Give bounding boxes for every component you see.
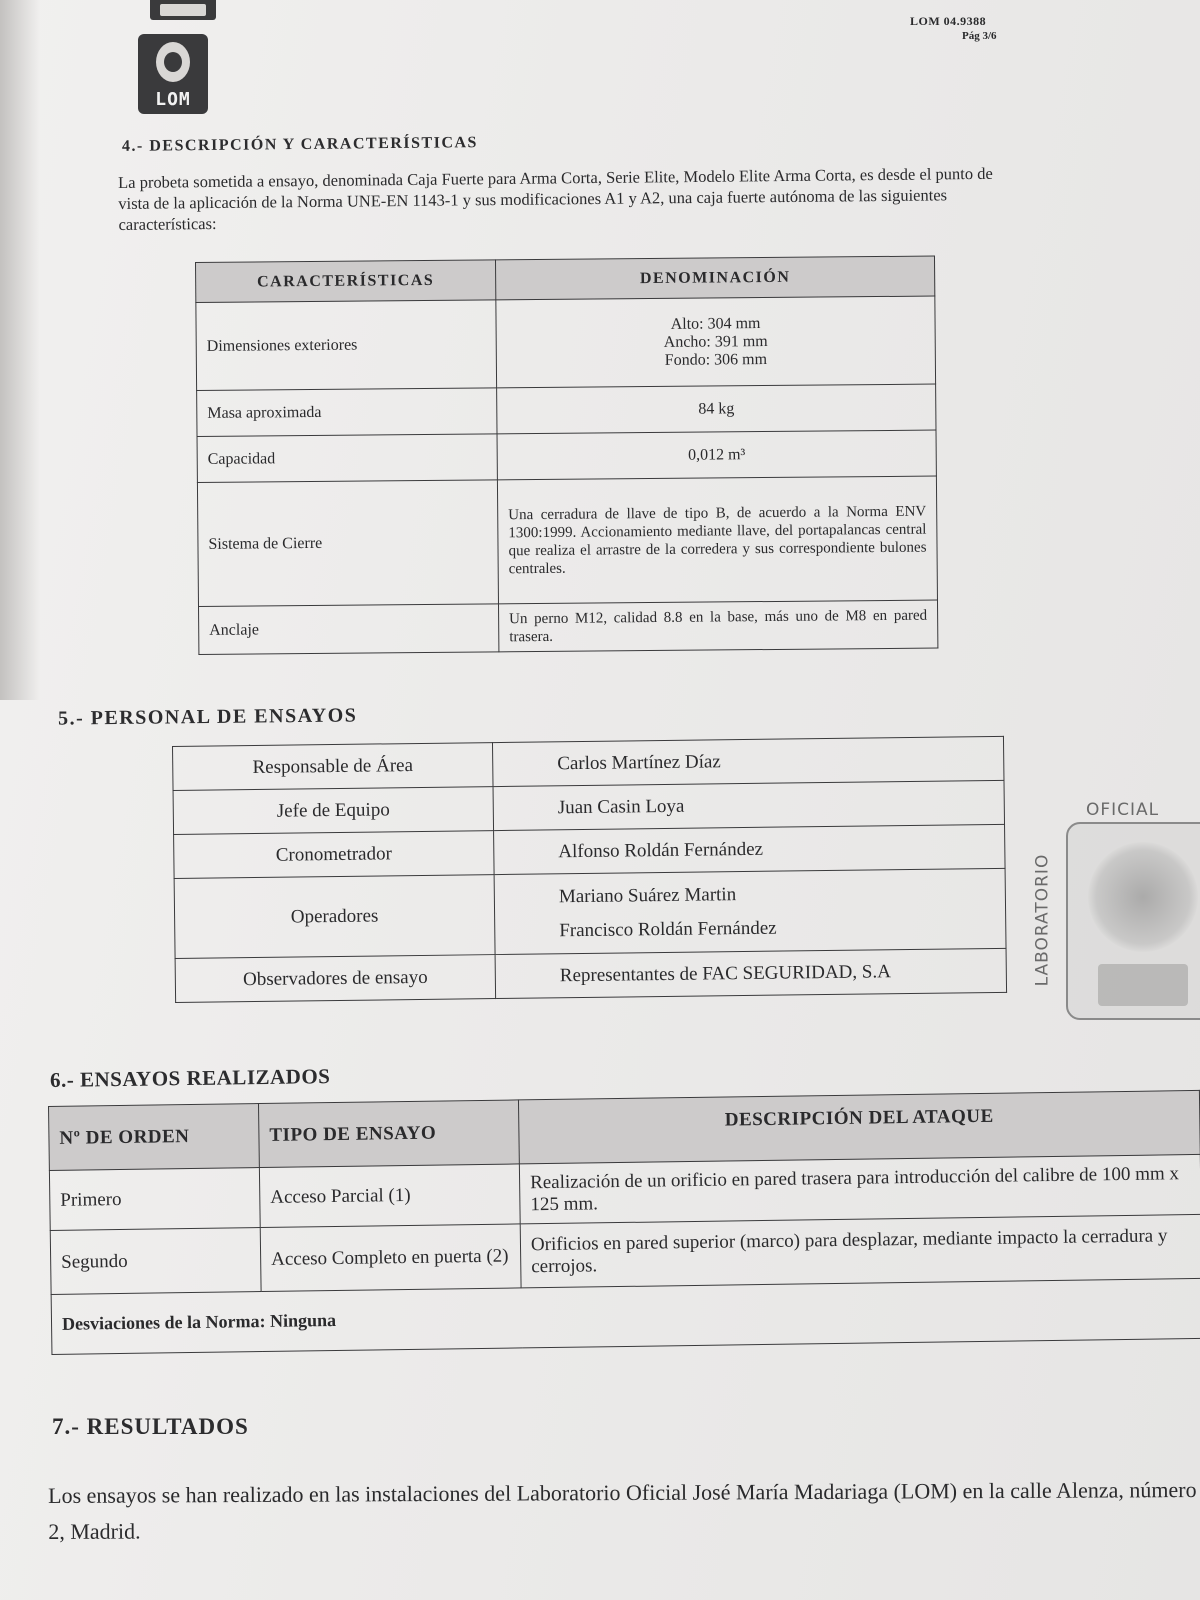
page-edge-shadow	[0, 0, 40, 700]
person-name: Francisco Roldán Fernández	[559, 917, 777, 941]
role-label: Jefe de Equipo	[173, 787, 494, 835]
table-row	[175, 948, 1006, 1002]
document-reference: LOM 04.9388	[910, 14, 987, 28]
dimension-depth: Fondo: 306 mm	[664, 350, 768, 369]
deviations-cell: Desviaciones de la Norma: Ninguna	[51, 1278, 1200, 1354]
type-cell: Acceso Completo en puerta (2)	[260, 1224, 521, 1292]
section-4-title: 4.- DESCRIPCIÓN Y CARACTERÍSTICAS	[121, 134, 478, 155]
section-4-intro: La probeta sometida a ensayo, denominada Caja Fuerte para Arma Corta, Serie Elite, Modelo Elite Arma Corta, es desde el punto de vista de la aplicación de la Norma UNE-EN 1143-1 y sus modificaciones A1 y A2, una caja fuerte autónoma de las siguientes características:	[118, 163, 993, 234]
person-name: Juan Casin Loya	[493, 780, 1004, 830]
row-value: 0,012 m³	[497, 430, 936, 480]
description-cell: Orificios en pared superior (marco) para desplazar, mediante impacto la cerradura y cerrojos.	[520, 1214, 1200, 1288]
table-header: Nº DE ORDEN	[49, 1104, 260, 1171]
role-label: Responsable de Área	[173, 743, 494, 791]
row-value	[496, 296, 936, 388]
logo-text: LOM	[155, 89, 191, 110]
person-name: Representantes de FAC SEGURIDAD, S.A	[495, 948, 1006, 998]
role-label: Observadores de ensayo	[175, 955, 496, 1003]
table-row	[197, 430, 936, 482]
crest-icon	[156, 42, 190, 82]
table-row	[174, 868, 1006, 958]
dimension-width: Ancho: 391 mm	[663, 332, 768, 351]
description-cell: Realización de un orificio en pared trasera para introducción del calibre de 100 mm x 125 mm.	[519, 1154, 1200, 1224]
stamp-text-side: LABORATORIO	[1032, 853, 1053, 987]
row-label: Sistema de Cierre	[197, 480, 498, 607]
section-7-title: 7.- RESULTADOS	[52, 1414, 249, 1439]
person-name: Alfonso Roldán Fernández	[494, 824, 1005, 874]
row-value: Una cerradura de llave de tipo B, de acuerdo a la Norma ENV 1300:1999. Accionamiento mediante llave, del portapalancas central que realiza el arrastre de la corredera y sus correspondiente bulones centrales.	[497, 476, 937, 604]
order-cell: Segundo	[50, 1228, 261, 1295]
table-row	[199, 600, 938, 654]
role-label: Operadores	[174, 875, 495, 959]
lom-logo	[138, 34, 208, 114]
row-label: Dimensiones exteriores	[196, 300, 497, 391]
page-number: Pág 3/6	[962, 30, 997, 42]
section-5-title: 5.- PERSONAL DE ENSAYOS	[57, 704, 358, 730]
table-header: CARACTERÍSTICAS	[196, 260, 496, 303]
row-label: Masa aproximada	[197, 388, 497, 437]
table-row	[197, 384, 936, 436]
table-header: TIPO DE ENSAYO	[258, 1100, 519, 1168]
row-value: 84 kg	[497, 384, 936, 434]
table-row	[196, 296, 936, 390]
personnel-table	[172, 736, 1007, 1003]
section-6-title: 6.- ENSAYOS REALIZADOS	[49, 1064, 331, 1092]
dimension-height: Alto: 304 mm	[670, 314, 761, 333]
stamp-frame	[1066, 822, 1200, 1020]
row-label: Capacidad	[197, 434, 497, 483]
person-name: Carlos Martínez Díaz	[492, 736, 1003, 786]
table-header: DENOMINACIÓN	[495, 256, 934, 300]
row-value: Un perno M12, calidad 8.8 en la base, más uno de M8 en pared trasera.	[498, 600, 937, 652]
table-header: DESCRIPCIÓN DEL ATAQUE	[518, 1090, 1200, 1164]
order-cell: Primero	[49, 1168, 260, 1231]
type-cell: Acceso Parcial (1)	[259, 1164, 520, 1228]
role-label: Cronometrador	[174, 831, 495, 879]
characteristics-table	[195, 256, 938, 655]
top-emblem	[150, 0, 216, 20]
stamp-logo	[1098, 964, 1188, 1006]
stamp-text-top: OFICIAL	[1086, 800, 1160, 820]
person-name: Mariano Suárez Martin	[558, 883, 737, 907]
row-label: Anclaje	[199, 604, 499, 655]
official-stamp	[1032, 800, 1200, 1020]
tests-table	[48, 1090, 1200, 1355]
results-text: Los ensayos se han realizado en las instalaciones del Laboratorio Oficial José María Madariaga (LOM) en la calle Alenza, número 2, Madrid.	[48, 1476, 1197, 1544]
person-names	[494, 868, 1006, 954]
table-row	[197, 476, 937, 606]
seal-icon	[1088, 842, 1198, 952]
